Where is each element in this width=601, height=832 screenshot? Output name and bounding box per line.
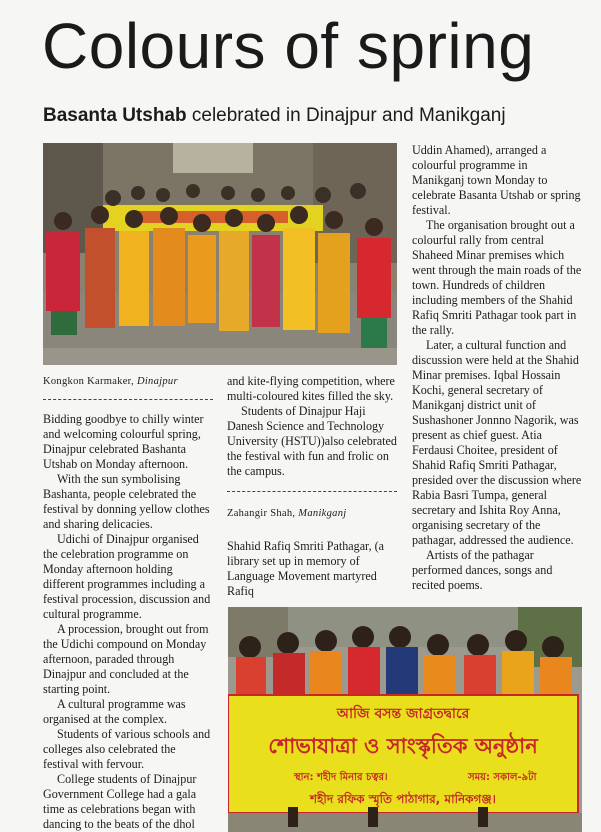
paragraph: Later, a cultural function and discussion were held at the Shahid Minar premises. Iqbal Hossain Kochi, general secretary of Manikganj district unit of Sushashoner Jonnno Nagorik, was present as chief guest. Atia Ferdausi Choitee, president of Shahid Rafiq Smriti Pathagar, presided over the discussion where Rabia Basri Tumpa, general secretary and Ishita Roy Anna, organising secretary of the pathagar, addressed the audience. bbox=[412, 338, 582, 547]
paragraph: Students of Dinajpur Haji Danesh Science and Technology University (HSTU))also celebrated the festival with fun and frolic on the campus. bbox=[227, 404, 397, 478]
procession-photo bbox=[43, 143, 397, 365]
banner-time: সময়: সকাল-৯টা bbox=[468, 772, 537, 783]
paragraph: Bidding goodbye to chilly winter and welcoming colourful spring, Dinajpur celebrated Bashanta Utshab on Monday afternoon. bbox=[43, 412, 204, 471]
byline-manikganj bbox=[227, 506, 397, 521]
paragraph: The organisation brought out a colourful rally from central Shaheed Minar premises which went through the main roads of the town. Hundreds of children including members of the Shahid Rafiq Smriti Pathagar took part in the rally. bbox=[412, 218, 582, 337]
subhead-rest: celebrated in Dinajpur and Manikganj bbox=[186, 105, 506, 126]
paragraph: Uddin Ahamed), arranged a colourful programme in Manikganj town Monday to celebrate Basanta Utshab or spring festival. bbox=[412, 143, 581, 217]
paragraph: College students of Dinajpur Government College had a gala time as celebrations began with dancing to the beats of the dhol bbox=[43, 772, 197, 831]
subheadline bbox=[43, 104, 506, 128]
paragraph: A cultural programme was organised at the complex. bbox=[43, 697, 186, 726]
byline-place: Dinajpur bbox=[136, 376, 178, 387]
byline-dinajpur bbox=[43, 374, 213, 389]
paragraph: A procession, brought out from the Udichi compound on Monday afternoon, paraded through Dinajpur and concluded at the starting point. bbox=[43, 622, 209, 696]
paragraph: Shahid Rafiq Smriti Pathagar, (a library set up in memory of Language Movement martyred Rafiq bbox=[227, 539, 385, 598]
dotted-divider bbox=[43, 399, 213, 400]
byline-name: Kongkon Karmaker, bbox=[43, 376, 134, 387]
column-2 bbox=[227, 374, 397, 599]
banner-venue: স্থান: শহীদ মিনার চত্বর। bbox=[294, 772, 388, 783]
paragraph: Udichi of Dinajpur organised the celebration programme on Monday afternoon holding different programmes including a festival procession, discussion and cultural programme. bbox=[43, 532, 211, 621]
column-1 bbox=[43, 374, 213, 832]
byline-place: Manikganj bbox=[298, 508, 347, 519]
dotted-divider bbox=[227, 491, 397, 492]
paragraph: Artists of the pathagar performed dances, songs and recited poems. bbox=[412, 548, 553, 592]
paragraph: and kite-flying competition, where multi-coloured kites filled the sky. bbox=[227, 374, 395, 403]
paragraph: Students of various schools and colleges also celebrated the festival with fervour. bbox=[43, 727, 211, 771]
headline: Colours of spring bbox=[42, 10, 535, 82]
byline-name: Zahangir Shah, bbox=[227, 508, 296, 519]
banner-line1: আজি বসন্ত জাগ্রতদ্বারে bbox=[336, 706, 470, 722]
banner-organisation: শহীদ রফিক স্মৃতি পাঠাগার, মানিকগঞ্জ। bbox=[310, 792, 496, 806]
paragraph: With the sun symbolising Bashanta, people celebrated the festival by donning yellow clothes and sharing delicacies. bbox=[43, 472, 210, 531]
column-3 bbox=[412, 143, 582, 593]
subhead-bold: Basanta Utshab bbox=[43, 105, 187, 126]
banner-line2: শোভাযাত্রা ও সাংস্কৃতিক অনুষ্ঠান bbox=[268, 734, 538, 758]
rally-banner-photo bbox=[228, 607, 582, 832]
